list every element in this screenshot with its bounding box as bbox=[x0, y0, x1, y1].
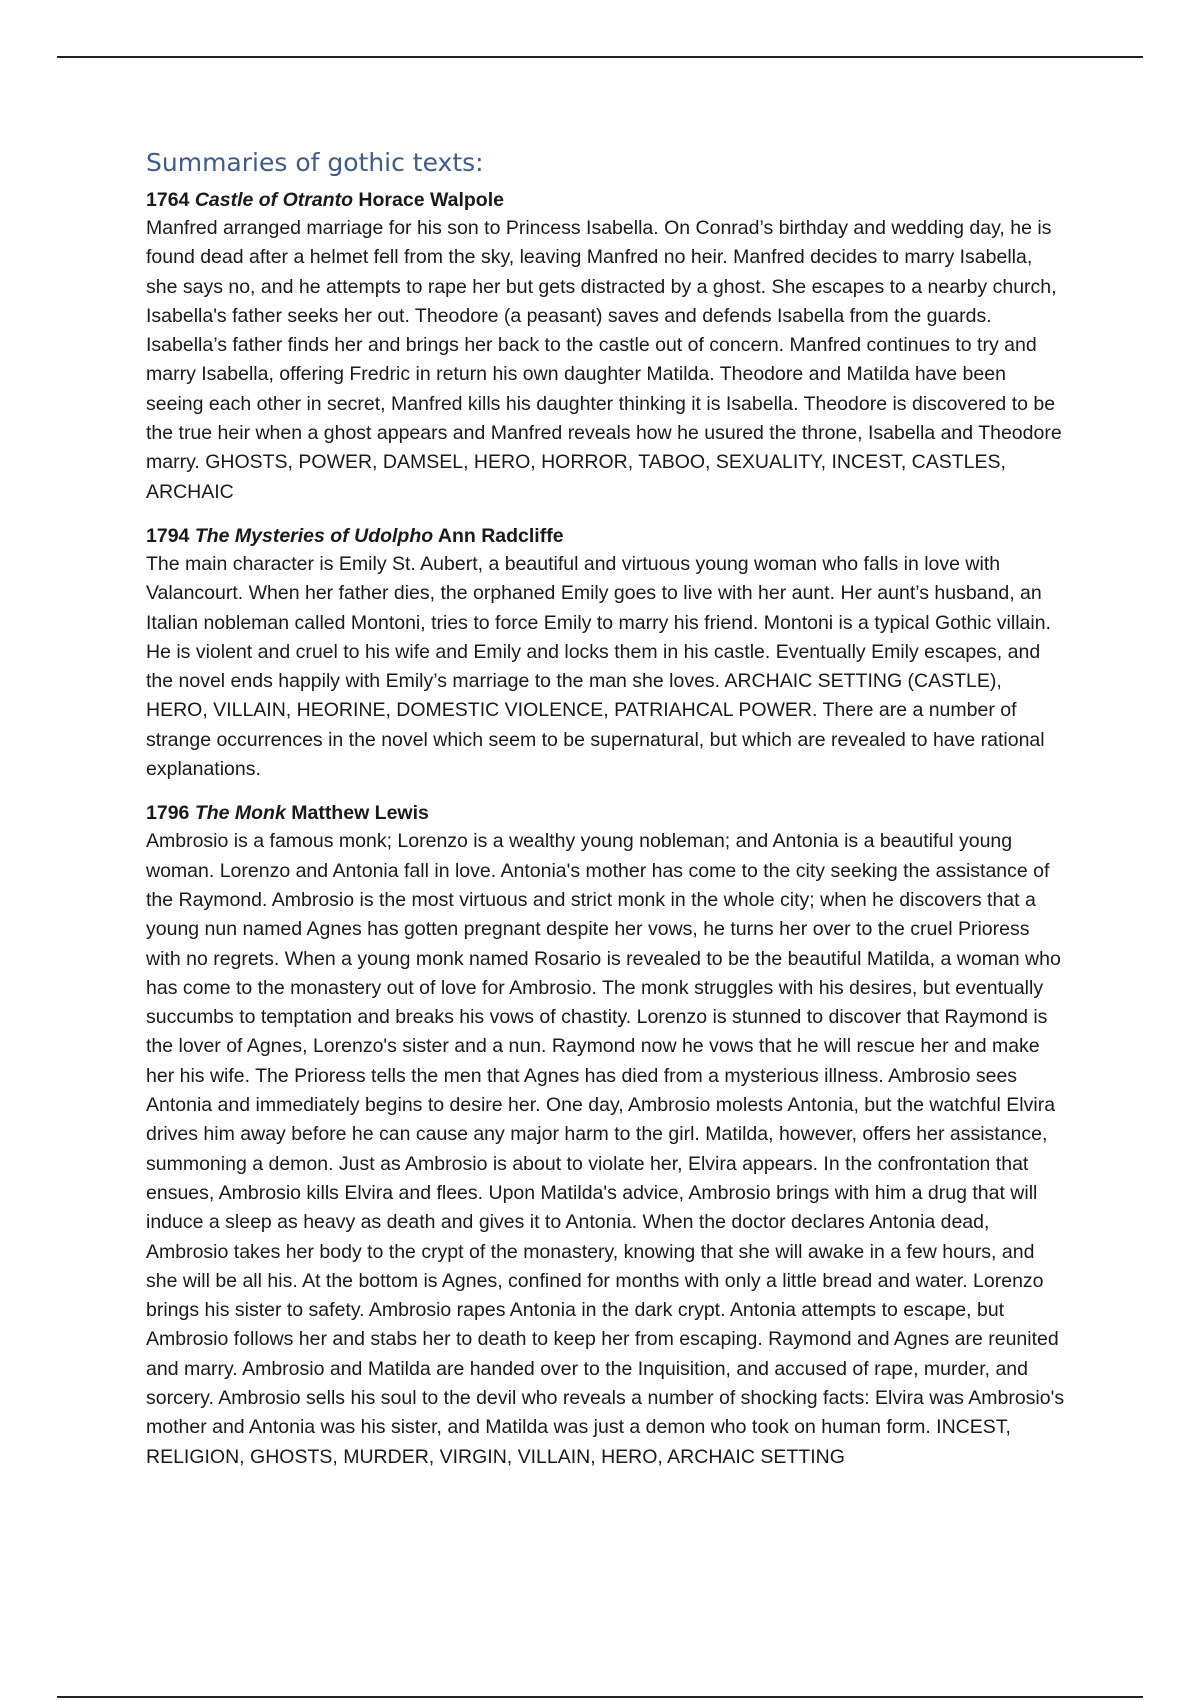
footer-rule bbox=[57, 1696, 1143, 1698]
document-body bbox=[146, 146, 1066, 1487]
entry-summary: Manfred arranged marriage for his son to Princess Isabella. On Conrad’s birthday and wedding day, he is found dead after a helmet fell from the sky, leaving Manfred no heir. Manfred decides to marry Isabella, she says no, and he attempts to rape her but gets distracted by a ghost. She escapes to a nearby church, Isabella's father seeks her out. Theodore (a peasant) saves and defends Isabella from the guards. Isabella’s father finds her and brings her back to the castle out of concern. Manfred continues to try and marry Isabella, offering Fredric in return his own daughter Matilda. Theodore and Matilda have been seeing each other in secret, Manfred kills his daughter thinking it is Isabella. Theodore is discovered to be the true heir when a ghost appears and Manfred reveals how he usured the throne, Isabella and Theodore marry. GHOSTS, POWER, DAMSEL, HERO, HORROR, TABOO, SEXUALITY, INCEST, CASTLES, ARCHAIC bbox=[146, 217, 1062, 503]
entry-author: Horace Walpole bbox=[358, 189, 504, 211]
entry-work-title: Castle of Otranto bbox=[194, 189, 353, 211]
entry-the-monk bbox=[146, 799, 1066, 1472]
entry-year: 1796 bbox=[146, 802, 190, 825]
entry-summary: Ambrosio is a famous monk; Lorenzo is a wealthy young nobleman; and Antonia is a beautiful young woman. Lorenzo and Antonia fall in love. Antonia's mother has come to the city seeking the assistance of the Raymond. Ambrosio is the most virtuous and strict monk in the whole city; when he discovers that a young nun named Agnes has gotten pregnant despite her vows, he turns her over to the cruel Prioress with no regrets. When a young monk named Rosario is revealed to be the beautiful Matilda, a woman who has come to the monastery out of love for Ambrosio. The monk struggles with his desires, but eventually succumbs to temptation and breaks his vows of chastity. Lorenzo is stunned to discover that Raymond is the lover of Agnes, Lorenzo's sister and a nun. Raymond now he vows that he will rescue her and make her his wife. The Prioress tells the men that Agnes has died from a mysterious illness. Ambrosio sees Antonia and immediately begins to desire her. One day, Ambrosio molests Antonia, but the watchful Elvira drives him away before he can cause any major harm to the girl. Matilda, however, offers her assistance, summoning a demon. Just as Ambrosio is about to violate her, Elvira appears. In the confrontation that ensues, Ambrosio kills Elvira and flees. Upon Matilda's advice, Ambrosio brings with him a drug that will induce a sleep as heavy as death and gives it to Antonia. When the doctor declares Antonia dead, Ambrosio takes her body to the crypt of the monastery, knowing that she will awake in a few hours, and she will be all his. At the bottom is Agnes, confined for months with only a little bread and water. Lorenzo brings his sister to safety. Ambrosio rapes Antonia in the dark crypt. Antonia attempts to escape, but Ambrosio follows her and stabs her to death to keep her from escaping. Raymond and Agnes are reunited and marry. Ambrosio and Matilda are handed over to the Inquisition, and accused of rape, murder, and sorcery. Ambrosio sells his soul to the devil who reveals a number of shocking facts: Elvira was Ambrosio's mother and Antonia was his sister, and Matilda was just a demon who took on human form. INCEST, RELIGION, GHOSTS, MURDER, VIRGIN, VILLAIN, HERO, ARCHAIC SETTING bbox=[146, 830, 1065, 1468]
entry-castle-of-otranto bbox=[146, 186, 1066, 507]
document-title: Summaries of gothic texts: bbox=[146, 148, 484, 177]
entry-summary: The main character is Emily St. Aubert, a beautiful and virtuous young woman who falls in love with Valancourt. When her father dies, the orphaned Emily goes to live with her aunt. Her aunt’s husband, an Italian nobleman called Montoni, tries to force Emily to marry his friend. Montoni is a typical Gothic villain. He is violent and cruel to his wife and Emily and locks them in his castle. Eventually Emily escapes, and the novel ends happily with Emily’s marriage to the man she loves. ARCHAIC SETTING (CASTLE), HERO, VILLAIN, HEORINE, DOMESTIC VIOLENCE, PATRIAHCAL POWER. There are a number of strange occurrences in the novel which seem to be supernatural, but which are revealed to have rational explanations. bbox=[146, 552, 1051, 781]
entry-heading bbox=[146, 522, 1066, 550]
entry-author: Matthew Lewis bbox=[291, 802, 429, 825]
entry-year: 1794 bbox=[146, 524, 190, 547]
entry-author: Ann Radcliffe bbox=[437, 524, 564, 547]
entry-work-title: The Mysteries of Udolpho bbox=[194, 524, 434, 547]
entry-heading bbox=[146, 799, 1066, 827]
entry-mysteries-of-udolpho bbox=[146, 522, 1066, 784]
entry-heading bbox=[146, 186, 1066, 214]
entry-work-title: The Monk bbox=[194, 802, 286, 825]
entry-year: 1764 bbox=[146, 189, 190, 211]
header-rule bbox=[57, 56, 1143, 58]
